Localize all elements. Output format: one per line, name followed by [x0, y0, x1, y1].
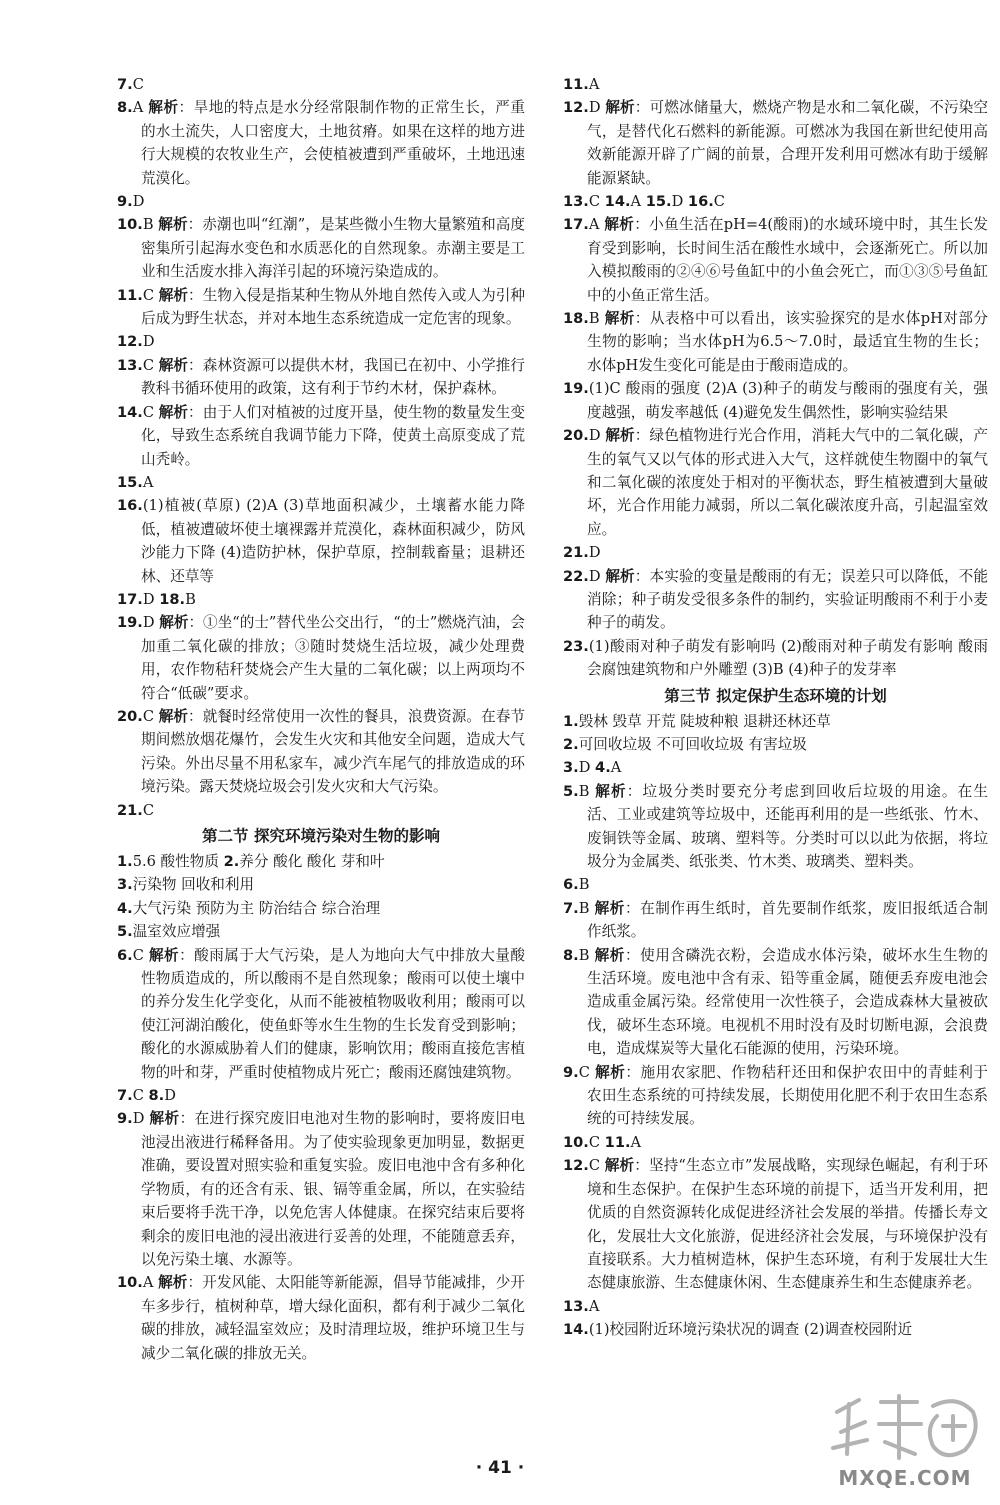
answer-entry	[563, 944, 988, 1061]
answer-text: D	[132, 1110, 150, 1128]
question-number: 19.	[117, 614, 143, 632]
analysis-label: 解析	[604, 1157, 635, 1175]
answer-entry	[563, 635, 988, 682]
question-number: 15.	[117, 473, 143, 491]
analysis-label: 解析	[604, 216, 635, 234]
question-number: 18.	[563, 310, 589, 328]
answer-entry	[563, 780, 988, 874]
analysis-label: 解析	[594, 946, 625, 964]
answer-text: C	[132, 1087, 149, 1105]
answer-entry	[563, 733, 988, 756]
answer-text: ：酸雨属于大气污染，是人为地向大气中排放大量酸性物质造成的，所以酸雨不是自然现象；酸雨可以使土壤中的养分发生化学变化，从而不能被植物吸收利用；酸雨可以使江河湖泊酸化，使鱼虾等水生生物的生长发育受到影响；酸化的水源威胁着人们的健康，影响饮用；酸雨直接危害植物的叶和芽，严重时使植物成片死亡；酸雨还腐蚀建筑物。	[141, 946, 525, 1081]
answer-text: ：本实验的变量是酸雨的有无；误差只可以降低，不能消除；种子萌发受很多条件的制约，实验证明酸雨不利于小麦种子的萌发。	[587, 567, 988, 632]
answer-text: ：垃圾分类时要充分考虑到回收后垃圾的用途。在生活、工业或建筑等垃圾中，还能再利用的是一些纸张、竹木、废铜铁等金属、玻璃、塑料等。分类时可以以此为依据，将垃圾分为金属类、纸张类、竹木类、玻璃类、塑料类。	[587, 782, 988, 870]
analysis-label: 解析	[605, 427, 635, 445]
answer-text: C	[588, 1157, 605, 1175]
question-number: 4.	[117, 899, 133, 917]
question-number: 8.	[148, 1087, 165, 1105]
question-number: 19.	[563, 380, 589, 398]
answer-entry	[563, 710, 988, 733]
question-number: 23.	[563, 637, 589, 655]
answer-entry	[563, 1061, 988, 1131]
answer-text: A	[630, 1133, 642, 1151]
question-number: 10.	[563, 1133, 589, 1151]
question-number: 14.	[604, 193, 631, 211]
question-number: 10.	[117, 216, 143, 234]
answer-entry	[117, 96, 525, 190]
answer-text: D	[142, 333, 155, 351]
question-number: 20.	[563, 427, 589, 445]
answer-text: 大气污染 预防为主 防治结合 综合治理	[132, 899, 381, 917]
question-number: 8.	[563, 946, 579, 964]
answer-text: C	[588, 1133, 605, 1151]
answer-text: (1)植被(草原) (2)A (3)草地面积减少，土壤蓄水能力降低，植被遭破坏使土壤裸露并荒漠化，森林面积减少，防风沙能力下降 (4)造防护林，保护草原，控制载畜量；退耕还林、还草等	[141, 497, 525, 585]
answer-entry	[563, 96, 988, 190]
answer-text: ：坚持“生态立市”发展战略，实现绿色崛起，有利于环境和生态保护。在保护生态环境的前提下，适当开发利用，把优质的自然资源转化成促进经济社会发展的举措。传播长寿文化，发展壮大文化旅游，促进经济社会发展，与环境保护没有直接联系。大力植树造林，保护生态环境，有利于发展壮大生态健康旅游、生态健康休闲、生态健康养生和生态健康养老。	[587, 1157, 988, 1292]
answer-text: ：小鱼生活在pH=4(酸雨)的水域环境中时，其生长发育受到影响，长时间生活在酸性水域中，会逐渐死亡。所以加入模拟酸雨的②④⑥号鱼缸中的小鱼会死亡，而①③⑤号鱼缸中的小鱼正常生活。	[587, 216, 988, 304]
answer-text: C	[132, 76, 144, 93]
answer-text: ：绿色植物进行光合作用，消耗大气中的二氧化碳，产生的氧气又以气体的形式进入大气，这样就使生物圈中的氧气和二氧化碳的浓度处于相对的平衡状态，野生植被遭到大量破坏，光合作用能力减弱，所以二氧化碳浓度升高，引起温室效应。	[587, 427, 988, 538]
question-number: 17.	[117, 590, 143, 608]
answer-entry	[117, 494, 525, 588]
answer-text: D	[132, 193, 145, 211]
answer-text: D	[578, 759, 596, 777]
analysis-label: 解析	[148, 946, 180, 964]
answer-entry	[117, 897, 525, 920]
question-number: 1.	[117, 853, 133, 870]
analysis-label: 解析	[158, 403, 189, 421]
answer-text: ：生物入侵是指某种生物从外地自然传入或人为引种后成为野生状态，并对本地生态系统造成一定危害的现象。	[141, 286, 525, 328]
answer-text: A	[610, 759, 622, 777]
analysis-label: 解析	[159, 614, 189, 632]
question-number: 4.	[595, 759, 611, 777]
answer-text: B	[578, 782, 596, 800]
question-number: 22.	[563, 567, 589, 585]
answer-entry	[117, 190, 525, 213]
answer-entry	[117, 330, 525, 353]
section-heading: 第三节 拟定保护生态环境的计划	[664, 686, 887, 705]
answer-entry	[117, 1271, 525, 1365]
answer-text: B	[588, 310, 605, 328]
question-number: 13.	[563, 1297, 589, 1315]
analysis-label: 解析	[595, 782, 627, 800]
question-number: 13.	[117, 356, 143, 374]
question-number: 14.	[563, 1321, 589, 1339]
question-number: 7.	[117, 1087, 133, 1105]
answer-text: 5.6 酸性物质	[132, 853, 224, 870]
answer-entry	[117, 705, 525, 799]
answer-text: (1)C 酸雨的强度 (2)A (3)种子的萌发与酸雨的强度有关，强度越强，萌发率越低 (4)避免发生偶然性，影响实验结果	[587, 380, 988, 421]
question-number: 13.	[563, 193, 589, 211]
answer-text: ：从表格中可以看出，该实验探究的是水体pH对部分生物的影响；当水体pH为6.5～7.0时，最适宜生物的生长；水体pH发生变化可能是由于酸雨造成的。	[587, 310, 988, 374]
question-number: 3.	[117, 876, 133, 894]
answer-entry	[563, 1154, 988, 1294]
analysis-label: 解析	[149, 1110, 180, 1128]
answer-entry	[117, 1084, 525, 1107]
answer-text: D	[142, 614, 160, 632]
answer-text: 可回收垃圾 不可回收垃圾 有害垃圾	[578, 735, 807, 753]
answer-text: D	[671, 193, 688, 211]
answer-text: C	[142, 356, 159, 374]
question-number: 11.	[563, 76, 589, 93]
answer-entry	[563, 190, 988, 213]
question-number: 5.	[563, 782, 579, 800]
answer-text: C	[588, 193, 605, 211]
answer-text: A	[132, 99, 149, 117]
question-number: 6.	[117, 946, 133, 964]
answer-entry	[563, 541, 988, 564]
answer-text: ：在制作再生纸时，首先要制作纸浆，废旧报纸适合制作纸浆。	[587, 899, 988, 941]
answer-text: B	[185, 590, 196, 608]
answer-text: ：在进行探究废旧电池对生物的影响时，要将废旧电池浸出液进行稀释备用。为了使实验现象更加明显，数据更准确，要设置对照实验和重复实验。废旧电池中含有多种化学物质，有的还含有汞、银、镉等重金属，所以，在实验结束后要将手洗干净，以免危害人体健康。在探究结束后要将剩余的废旧电池的浸出液进行妥善的处理，不能随意丢弃，以免污染土壤、水源等。	[141, 1110, 525, 1268]
answer-text: ：森林资源可以提供木材，我国已在初中、小学推行教科书循环使用的政策，这有利于节约木材，保护森林。	[141, 356, 525, 398]
answer-entry	[117, 354, 525, 401]
answer-text: (1)校园附近环境污染状况的调查 (2)调查校园附近	[588, 1321, 913, 1339]
question-number: 9.	[563, 1063, 579, 1081]
question-number: 17.	[563, 216, 589, 234]
answer-text: A	[142, 473, 154, 491]
question-number: 16.	[687, 193, 714, 211]
answer-text: ：①坐“的士”替代坐公交出行，“的士”燃烧汽油，会加重二氧化碳的排放；③随时焚烧生活垃圾，减少处理费用，农作物秸秆焚烧会产生大量的二氧化碳；以上两项均不符合“低碳”要求。	[141, 614, 525, 702]
answer-text: 温室效应增强	[132, 923, 221, 941]
question-number: 7.	[563, 899, 579, 917]
analysis-label: 解析	[158, 216, 188, 234]
question-number: 12.	[563, 99, 589, 117]
question-number: 18.	[159, 590, 186, 608]
answer-text: C	[142, 403, 159, 421]
page-number: · 41 ·	[475, 1458, 525, 1478]
answer-text: B	[578, 876, 590, 894]
question-number: 6.	[563, 876, 579, 894]
answer-text: (1)酸雨对种子萌发有影响吗 (2)酸雨对种子萌发有影响 酸雨会腐蚀建筑物和户外雕塑 (3)B (4)种子的发芽率	[587, 637, 988, 679]
right-column	[563, 73, 988, 1342]
question-number: 12.	[563, 1157, 589, 1175]
analysis-label: 解析	[605, 99, 635, 117]
answer-text: ：可燃冰储量大，燃烧产物是水和二氧化碳，不污染空气，是替代化石燃料的新能源。可燃冰为我国在新世纪使用高效新能源开辟了广阔的前景，合理开发利用可燃冰有助于缓解能源紧缺。	[587, 99, 988, 187]
answer-entry	[563, 73, 988, 96]
question-number: 20.	[117, 707, 143, 725]
answer-text: ：赤潮也叫“红潮”，是某些微小生物大量繁殖和高度密集所引起海水变色和水质恶化的自然现象。赤潮主要是工业和生活废水排入海洋引起的环境污染造成的。	[141, 216, 525, 281]
question-number: 1.	[563, 712, 579, 730]
answer-entry	[117, 944, 525, 1084]
section-heading: 第二节 探究环境污染对生物的影响	[202, 827, 440, 845]
answer-text: 毁林 毁草 开荒 陡坡种粮 退耕还林还草	[578, 712, 831, 730]
answer-text: B	[578, 899, 595, 917]
answer-entry	[563, 307, 988, 377]
answer-text: C	[713, 193, 725, 211]
answer-text: 污染物 回收和利用	[132, 876, 255, 894]
question-number: 11.	[117, 286, 143, 304]
answer-text: D	[588, 99, 606, 117]
answer-entry	[117, 73, 525, 96]
left-column	[117, 73, 525, 1365]
answer-text: ：施用农家肥、作物秸秆还田和保护农田中的青蛙利于农田生态系统的可持续发展，长期使用化肥不利于农田生态系统的可持续发展。	[587, 1063, 988, 1128]
answer-entry	[117, 284, 525, 331]
answer-text: A	[142, 1274, 159, 1292]
question-number: 5.	[117, 923, 133, 941]
answer-entry	[117, 611, 525, 705]
analysis-label: 解析	[604, 310, 635, 328]
answer-text: ：使用含磷洗衣粉，会造成水体污染，破坏水生生物的生活环境。废电池中含有汞、铅等重金属，随便丢弃废电池会造成重金属污染。经常使用一次性筷子，会造成森林大量被砍伐，破坏生态环境。电视机不用时没有及时切断电源，会浪费电，造成煤炭等大量化石能源的使用，污染环境。	[587, 946, 988, 1058]
analysis-label: 解析	[148, 99, 179, 117]
answer-entry	[117, 873, 525, 896]
answer-text: ：由于人们对植被的过度开垦，使生物的数量发生变化，导致生态系统自我调节能力下降，使黄土高原变成了荒山秃岭。	[141, 403, 525, 468]
analysis-label: 解析	[605, 567, 635, 585]
analysis-label: 解析	[158, 1274, 188, 1292]
answer-entry	[117, 588, 525, 611]
answer-text: B	[578, 946, 595, 964]
answer-text: C	[142, 801, 155, 819]
answer-entry	[563, 565, 988, 635]
answer-text: A	[588, 216, 605, 234]
answer-text: D	[164, 1087, 176, 1105]
answer-entry	[563, 873, 988, 896]
answer-text: A	[588, 76, 600, 93]
answer-text: A	[588, 1297, 600, 1315]
answer-entry	[563, 1318, 988, 1341]
question-number: 3.	[563, 759, 579, 777]
answer-entry	[117, 920, 525, 943]
answer-entry	[117, 1107, 525, 1271]
answer-text: A	[630, 193, 646, 211]
analysis-label: 解析	[158, 286, 189, 304]
answer-text: D	[588, 427, 606, 445]
answer-text: C	[142, 286, 159, 304]
question-number: 14.	[117, 403, 143, 421]
question-number: 12.	[117, 333, 143, 351]
answer-entry	[563, 1295, 988, 1318]
question-number: 2.	[563, 735, 579, 753]
answer-text: C	[578, 1063, 596, 1081]
answer-entry	[563, 897, 988, 944]
question-number: 15.	[645, 193, 672, 211]
answer-text: D	[588, 567, 606, 585]
watermark-text: MXQE.COM	[838, 1466, 972, 1490]
answer-entry	[563, 377, 988, 424]
answer-text: ：开发风能、太阳能等新能源，倡导节能减排，少开车多步行，植树种草，增大绿化面积，都有利于减少二氧化碳的排放，减轻温室效应；及时清理垃圾，维护环境卫生与减少二氧化碳的排放无关。	[141, 1274, 525, 1362]
answer-entry	[117, 471, 525, 494]
question-number: 8.	[117, 99, 133, 117]
analysis-label: 解析	[158, 707, 189, 725]
watermark-logo	[825, 1392, 985, 1492]
question-number: 2.	[223, 853, 240, 870]
answer-text: C	[142, 707, 159, 725]
answer-text: C	[132, 946, 149, 964]
question-number: 16.	[117, 497, 143, 515]
question-number: 21.	[563, 544, 589, 562]
analysis-label: 解析	[595, 1063, 626, 1081]
answer-entry	[117, 401, 525, 471]
answer-text: D	[588, 544, 601, 562]
answer-entry	[563, 1131, 988, 1154]
answer-text: B	[142, 216, 159, 234]
answer-entry	[117, 213, 525, 283]
answer-entry	[563, 213, 988, 307]
question-number: 21.	[117, 801, 143, 819]
question-number: 9.	[117, 1110, 133, 1128]
answer-stamp-icon	[825, 1392, 985, 1466]
question-number: 10.	[117, 1274, 143, 1292]
answer-text: D	[142, 590, 160, 608]
answer-entry	[117, 850, 525, 873]
answer-entry	[563, 756, 988, 779]
answer-text: ：就餐时经常使用一次性的餐具，浪费资源。在春节期间燃放烟花爆竹，会发生火灾和其他安全问题，造成大气污染。外出尽量不用私家车，减少汽车尾气的排放造成的环境污染。露天焚烧垃圾会引发火灾和大气污染。	[141, 707, 525, 796]
answer-text: 养分 酸化 酸化 芽和叶	[239, 853, 385, 870]
question-number: 11.	[604, 1133, 631, 1151]
question-number: 7.	[117, 76, 133, 93]
question-number: 9.	[117, 193, 133, 211]
analysis-label: 解析	[158, 356, 189, 374]
analysis-label: 解析	[594, 899, 625, 917]
answer-entry	[563, 424, 988, 541]
answer-text: ：旱地的特点是水分经常限制作物的正常生长，严重的水土流失，人口密度大，土地贫瘠。如果在这样的地方进行大规模的农牧业生产，会使植被遭到严重破坏，土地迅速荒漠化。	[141, 99, 525, 187]
answer-entry	[117, 799, 525, 822]
